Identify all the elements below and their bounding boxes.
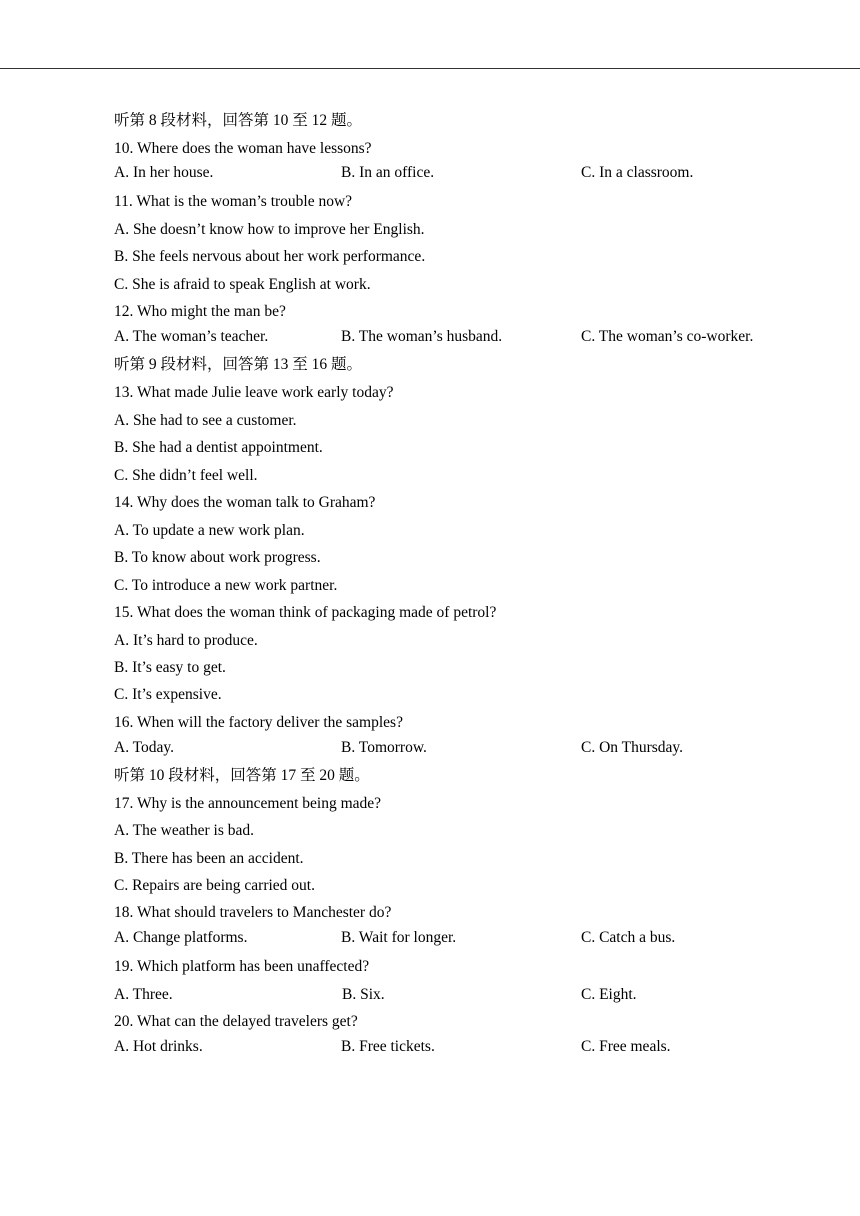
option-b: B. She feels nervous about her work performance. xyxy=(114,248,426,265)
options-row xyxy=(0,985,860,1005)
question-text: 18. What should travelers to Manchester do? xyxy=(114,904,392,921)
options-row xyxy=(0,738,860,758)
option-a: A. Hot drinks. xyxy=(114,1038,203,1055)
option-b: B. Wait for longer. xyxy=(341,929,457,946)
option-b: B. It’s easy to get. xyxy=(114,659,226,676)
option-c: C. She is afraid to speak English at work. xyxy=(114,276,371,293)
option-a: A. The woman’s teacher. xyxy=(114,328,269,345)
option-b: B. Free tickets. xyxy=(341,1038,435,1055)
options-row xyxy=(0,327,860,347)
option-c: C. In a classroom. xyxy=(581,164,694,181)
option-a: A. The weather is bad. xyxy=(114,822,255,839)
option-a: A. To update a new work plan. xyxy=(114,522,305,539)
options-row xyxy=(0,163,860,183)
option-c: C. The woman’s co-worker. xyxy=(581,328,754,345)
option-b: B. There has been an accident. xyxy=(114,850,304,867)
option-c: C. She didn’t feel well. xyxy=(114,467,258,484)
options-row xyxy=(0,928,860,948)
question-text: 20. What can the delayed travelers get? xyxy=(114,1013,358,1030)
option-a: A. Three. xyxy=(114,986,173,1003)
question-text: 10. Where does the woman have lessons? xyxy=(114,140,372,157)
section-heading: 听第 10 段材料，回答第 17 至 20 题。 xyxy=(114,767,370,784)
option-c: C. Free meals. xyxy=(581,1038,671,1055)
question-text: 11. What is the woman’s trouble now? xyxy=(114,193,353,210)
option-b: B. Tomorrow. xyxy=(341,739,427,756)
option-c: C. To introduce a new work partner. xyxy=(114,577,338,594)
question-text: 17. Why is the announcement being made? xyxy=(114,795,382,812)
section-heading: 听第 8 段材料，回答第 10 至 12 题。 xyxy=(114,112,363,129)
option-c: C. Repairs are being carried out. xyxy=(114,877,315,894)
option-b: B. In an office. xyxy=(341,164,435,181)
question-text: 16. When will the factory deliver the samples? xyxy=(114,714,403,731)
question-text: 13. What made Julie leave work early today? xyxy=(114,384,394,401)
option-a: A. Today. xyxy=(114,739,175,756)
option-c: C. On Thursday. xyxy=(581,739,684,756)
question-text: 12. Who might the man be? xyxy=(114,303,286,320)
option-a: A. She doesn’t know how to improve her English. xyxy=(114,221,425,238)
option-b: B. To know about work progress. xyxy=(114,549,321,566)
options-row xyxy=(0,1037,860,1057)
option-a: A. She had to see a customer. xyxy=(114,412,297,429)
header-rule xyxy=(0,68,860,69)
option-a: A. In her house. xyxy=(114,164,214,181)
option-a: A. Change platforms. xyxy=(114,929,248,946)
question-text: 14. Why does the woman talk to Graham? xyxy=(114,494,376,511)
option-b: B. The woman’s husband. xyxy=(341,328,503,345)
option-b: B. Six. xyxy=(342,986,385,1003)
option-a: A. It’s hard to produce. xyxy=(114,632,258,649)
option-c: C. Catch a bus. xyxy=(581,929,676,946)
option-b: B. She had a dentist appointment. xyxy=(114,439,323,456)
section-heading: 听第 9 段材料，回答第 13 至 16 题。 xyxy=(114,356,363,373)
question-text: 19. Which platform has been unaffected? xyxy=(114,958,370,975)
question-text: 15. What does the woman think of packaging made of petrol? xyxy=(114,604,497,621)
option-c: C. It’s expensive. xyxy=(114,686,222,703)
option-c: C. Eight. xyxy=(581,986,637,1003)
